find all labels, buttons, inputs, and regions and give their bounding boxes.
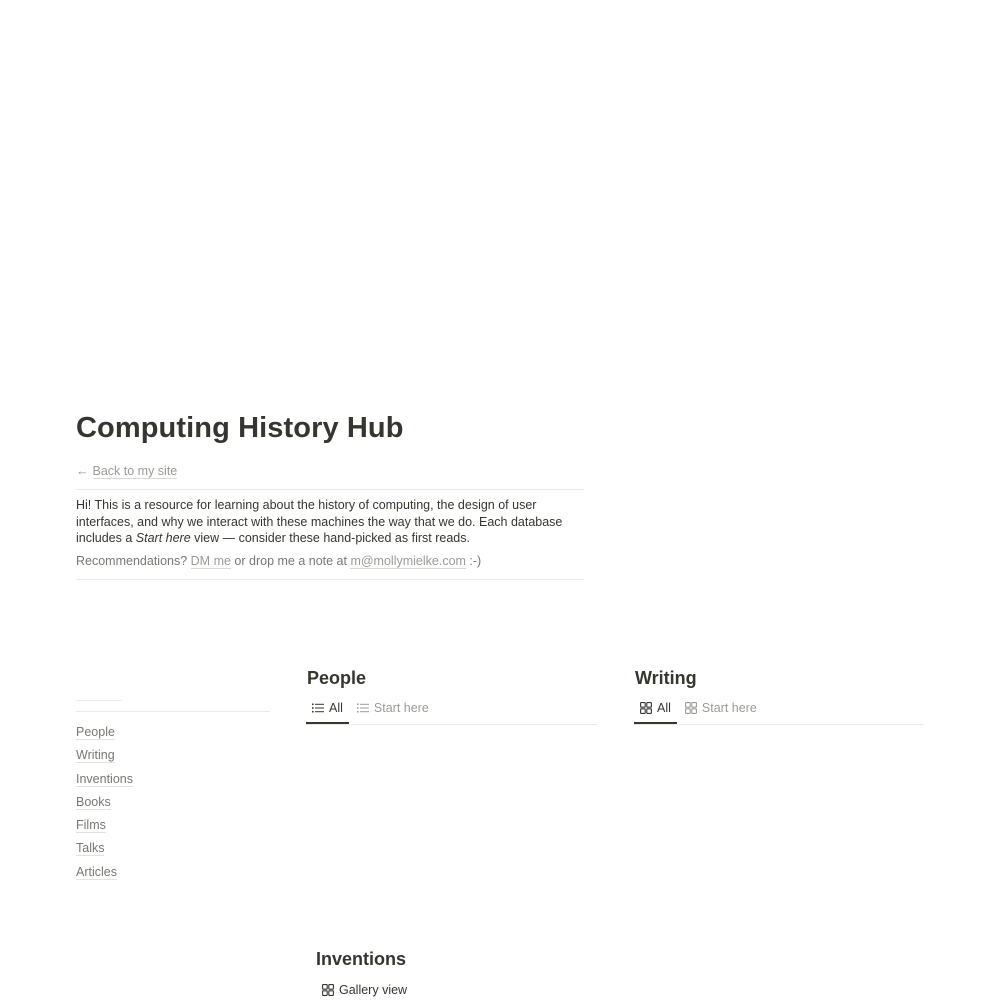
- back-to-site-link[interactable]: [76, 463, 177, 479]
- toc-item-inventions[interactable]: [76, 771, 133, 794]
- divider: [76, 579, 584, 580]
- gallery-icon: [685, 702, 697, 714]
- toc-item-label: People: [76, 725, 115, 739]
- toc-item-talks[interactable]: [76, 840, 133, 863]
- gallery-icon: [640, 702, 652, 714]
- recommendations-middle: or drop me a note at: [230, 554, 351, 568]
- toc-item-label: Inventions: [76, 771, 133, 786]
- recommendations-tail: :-): [465, 554, 482, 568]
- tab-label: All: [329, 701, 343, 715]
- back-link-label: Back to my site: [92, 464, 178, 478]
- toc-header-placeholder: [76, 700, 122, 701]
- page-title: Computing History Hub: [76, 412, 404, 444]
- intro-emphasis: Start here: [135, 531, 191, 545]
- back-arrow-icon: ←: [76, 464, 89, 478]
- toc-item-label: Articles: [76, 864, 117, 879]
- writing-database-title[interactable]: Writing: [635, 668, 697, 688]
- toc-item-books[interactable]: [76, 794, 133, 817]
- toc-item-articles[interactable]: [76, 864, 133, 887]
- inventions-database-title[interactable]: Inventions: [316, 949, 407, 969]
- toc-item-label: Books: [76, 794, 111, 809]
- toc-item-writing[interactable]: [76, 747, 133, 770]
- gallery-icon: [322, 984, 334, 996]
- toc-item-label: Writing: [76, 748, 115, 763]
- list-icon: [312, 702, 324, 714]
- toc-item-label: Talks: [76, 841, 105, 856]
- people-view-tabs: [306, 694, 597, 725]
- toc-item-films[interactable]: [76, 817, 133, 840]
- dm-me-link[interactable]: DM me: [190, 554, 231, 568]
- writing-view-tabs: [634, 694, 924, 725]
- toc-divider: [76, 711, 270, 712]
- toc-item-people[interactable]: [76, 724, 133, 747]
- tab-people-start-here[interactable]: [351, 694, 435, 722]
- tab-writing-start-here[interactable]: [679, 694, 763, 722]
- tab-label: Start here: [701, 701, 757, 715]
- intro-paragraph: [76, 497, 584, 547]
- tab-label: Start here: [373, 701, 429, 715]
- people-database-title[interactable]: People: [307, 668, 367, 688]
- table-of-contents: [76, 724, 133, 887]
- recommendations-lead: Recommendations?: [76, 554, 191, 568]
- divider: [76, 489, 584, 490]
- toc-item-label: Films: [76, 818, 106, 833]
- intro-text-2: view — consider these hand-picked as first reads.: [190, 531, 470, 545]
- email-link[interactable]: m@mollymielke.com: [350, 554, 466, 568]
- recommendations-paragraph: [76, 553, 584, 569]
- tab-people-all[interactable]: [306, 694, 349, 724]
- tab-label: Gallery view: [339, 983, 408, 997]
- tab-label: All: [657, 701, 671, 715]
- tab-writing-all[interactable]: [634, 694, 677, 724]
- list-icon: [357, 702, 369, 714]
- tab-inventions-gallery-view[interactable]: [316, 980, 413, 1000]
- intro-text-1: Hi! This is a resource for learning about the history of computing, the design of user interfaces, and why we interact with these machines the way that we do. Each database includes a: [76, 498, 563, 545]
